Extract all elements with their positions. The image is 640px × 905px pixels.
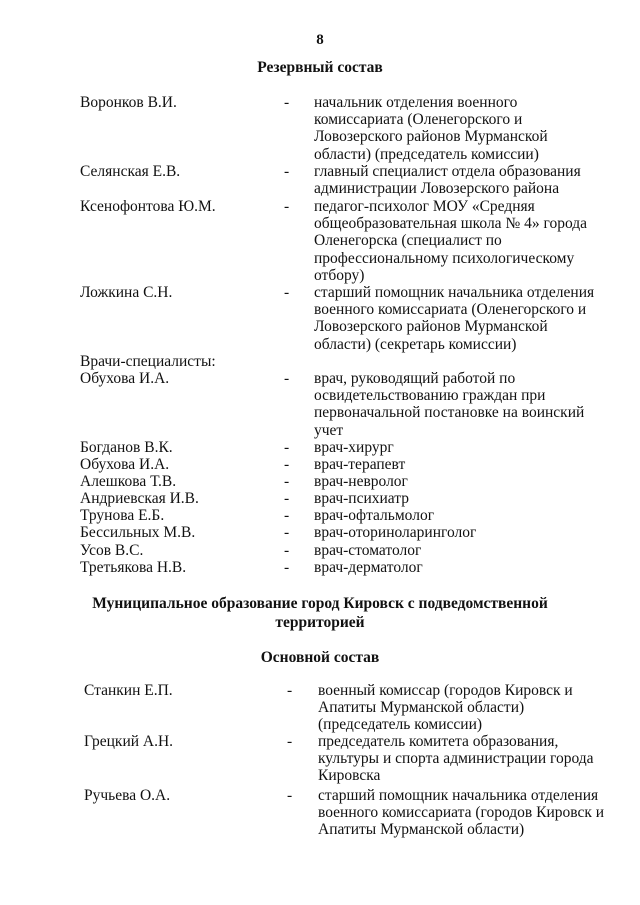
doctor-name: Обухова И.А. [80,456,170,473]
dash: - [284,163,290,180]
doctor-role: врач-стоматолог [314,542,422,559]
dash: - [284,490,290,507]
doctor-role: врач-офтальмолог [314,507,435,524]
member-role: старший помощник начальника отделения военного комиссариата (городов Кировск и Апатиты Мурманской области) [318,787,605,839]
doctor-role: врач-хирург [314,439,394,456]
main-composition-heading: Основной состав [260,649,380,666]
dash: - [284,284,290,301]
member-role: военный комиссар (городов Кировск и Апатиты Мурманской области) (председатель комиссии) [318,682,573,734]
dash: - [284,524,290,541]
doctor-name: Третьякова Н.В. [80,559,187,576]
page-number: 8 [316,32,324,48]
dash: - [284,473,290,490]
doctor-role: врач-психиатр [314,490,409,507]
dash: - [284,542,290,559]
doctor-role: врач-дерматолог [314,559,423,576]
dash: - [284,94,290,111]
dash: - [287,733,293,750]
doctor-name: Обухова И.А. [80,370,170,387]
doctor-name: Алешкова Т.В. [80,473,177,490]
member-role: начальник отделения военного комиссариата (Оленегорского и Ловозерского районов Мурманской области) (председатель комиссии) [314,94,548,163]
doctor-name: Бессильных М.В. [80,524,196,541]
doctor-name: Богданов В.К. [80,439,173,456]
member-role: главный специалист отдела образования администрации Ловозерского района [314,163,581,198]
municipality-heading-line1: Муниципальное образование город Кировск с подведомственной [92,595,548,612]
member-role: старший помощник начальника отделения военного комиссариата (Оленегорского и Ловозерского районов Мурманской области) (секретарь комиссии) [314,284,595,353]
doctor-role: врач-невролог [314,473,408,490]
doctor-role: врач, руководящий работой по освидетельствованию граждан при первоначальной постановке на воинский учет [314,370,585,439]
dash: - [287,682,293,699]
doctor-name: Трунова Е.Б. [80,507,165,524]
doctor-role: врач-оториноларинголог [314,524,477,541]
dash: - [284,439,290,456]
dash: - [287,787,293,804]
doctor-name: Усов В.С. [80,542,144,559]
member-name: Ложкина С.Н. [80,284,173,301]
doctors-label: Врачи-специалисты: [80,353,216,370]
member-name: Ручьева О.А. [84,787,171,804]
member-name: Воронков В.И. [80,94,177,111]
doctor-role: врач-терапевт [314,456,406,473]
member-name: Селянская Е.В. [80,163,181,180]
dash: - [284,559,290,576]
member-name: Ксенофонтова Ю.М. [80,198,216,215]
reserve-heading: Резервный состав [257,59,383,76]
dash: - [284,198,290,215]
member-name: Грецкий А.Н. [84,733,174,750]
municipality-heading-line2: территорией [275,614,365,631]
member-role: председатель комитета образования, культуры и спорта администрации города Кировска [318,733,594,785]
member-name: Станкин Е.П. [84,682,173,699]
dash: - [284,507,290,524]
doctor-name: Андриевская И.В. [80,490,199,507]
dash: - [284,456,290,473]
member-role: педагог-психолог МОУ «Средняя общеобразовательная школа № 4» города Оленегорска (специалист по профессиональному психологическому отбору) [314,198,588,284]
dash: - [284,370,290,387]
